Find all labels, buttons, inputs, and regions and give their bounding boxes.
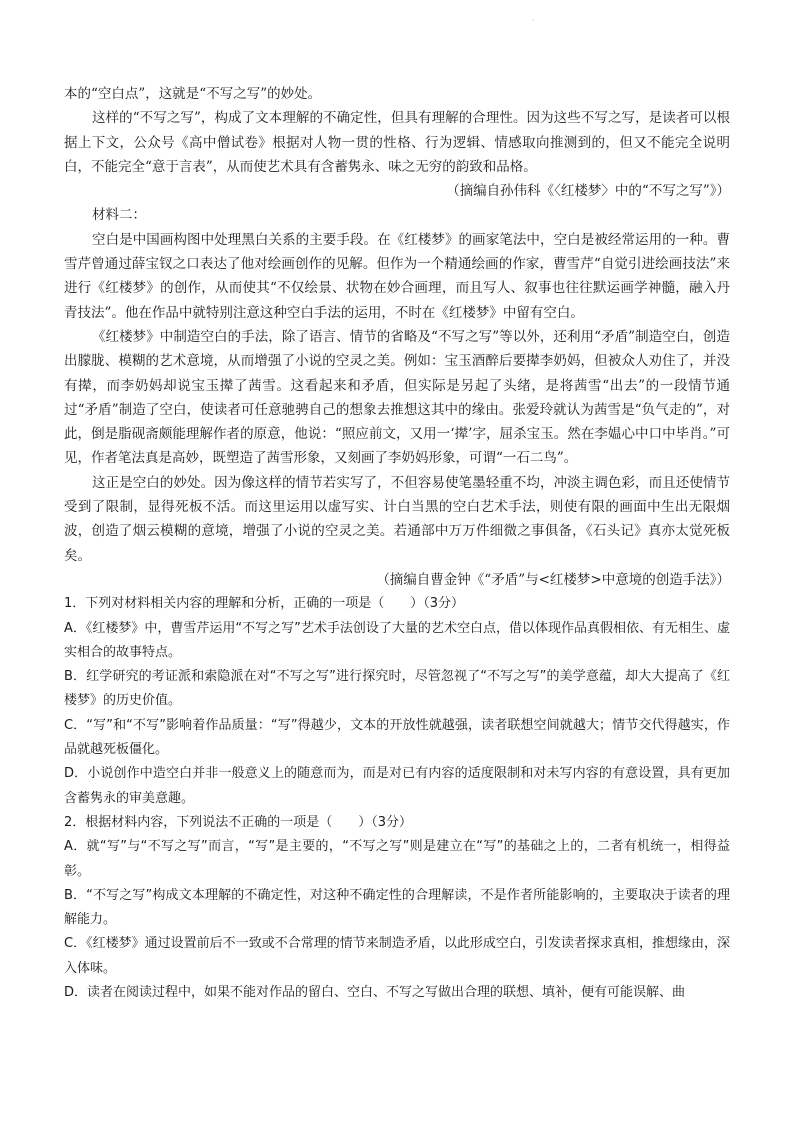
section-heading: 材料二： [92, 207, 146, 224]
paragraph: 《红楼梦》中制造空白的手法，除了语言、情节的省略及“不写之写”等以外，还利用“矛盾”制造空白，创造出朦胧、模糊的艺术意境，从而增强了小说的空灵之美。例如：宝玉酒醉后要撵李奶妈，但被众人劝住了，并没有撵，而李奶妈却说宝玉撵了茜雪。这看起来和矛盾，但实际是另起了头绪，是将茜雪“出去”的一段情节通过“矛盾”制造了空白，使读者可任意驰骋自己的想象去推想这其中的缘由。张爱玲就认为茜雪是“负气走的”，对此，倒是脂砚斋颇能理解作者的原意，他说：“照应前文，又用一‘撵’字，屈杀宝玉。然在李媪心中口中毕肖。”可见，作者笔法真是高妙，既塑造了茜雪形象，又刻画了李奶妈形象，可谓“一石二鸟”。 [64, 328, 730, 467]
document-page [64, 82, 730, 1005]
question-stem: 1．下列对材料相关内容的理解和分析，正确的一项是（ ）（3分） [64, 596, 465, 612]
paragraph-continuation: 本的“空白点”，这就是“不写之写”的妙处。 [64, 86, 322, 102]
question-option: D．小说创作中造空白并非一般意义上的随意而为，而是对已有内容的适度限制和对未写内容的有意设置，具有更加含蓄隽永的审美意趣。 [64, 766, 730, 806]
paragraph: 这正是空白的妙处。因为像这样的情节若实写了，不但容易使笔墨轻重不均，冲淡主调色彩，而且还使情节受到了限制，显得死板不活。而这里运用以虚写实、计白当黑的空白艺术手法，则使有限的画面中生出无限烟波，创造了烟云模糊的意境，增强了小说的空灵之美。若通部中万万件细微之事俱备，《石头记》真亦太觉死板矣。 [64, 474, 730, 564]
top-mark: · [532, 16, 535, 25]
paragraph: 这样的“不写之写”，构成了文本理解的不确定性，但具有理解的合理性。因为这些不写之写，是读者可以根据上下文，公众号《高中僧试卷》根据对人物一贯的性格、行为逻辑、情感取向推测到的，但又不能完全说明白，不能完全“意于言表”，从而使艺术具有含蓄隽永、味之无穷的韵致和品格。 [64, 110, 730, 175]
question-option: B．“不写之写”构成文本理解的不确定性，对这种不确定性的合理解读，不是作者所能影响的，主要取决于读者的理解能力。 [64, 887, 730, 928]
question-option: C．“写”和“不写”影响着作品质量：“写”得越少，文本的开放性就越强，读者联想空间就越大；情节交代得越实，作品就越死板僵化。 [64, 717, 730, 758]
source-citation: （摘编自孙伟科《〈红楼梦〉中的“不写之写”》） [446, 183, 730, 200]
question-option: B．红学研究的考证派和索隐派在对“不写之写”进行探究时，尽管忽视了“不写之写”的美学意蕴，却大大提高了《红楼梦》的历史价值。 [64, 669, 730, 709]
question-option: D．读者在阅读过程中，如果不能对作品的留白、空白、不写之写做出合理的联想、填补，便有可能误解、曲 [64, 984, 686, 1000]
source-citation: （摘编自曹金钟《“矛盾”与<红楼梦>中意境的创造手法》） [376, 571, 730, 588]
question-option: A．《红楼梦》中，曹雪芹运用“不写之写”艺术手法创设了大量的艺术空白点，借以体现作品真假相依、有无相生、虚实相合的故事特点。 [64, 620, 730, 660]
question-option: C．《红楼梦》通过设置前后不一致或不合常理的情节来制造矛盾，以此形成空白，引发读者探求真相，推想缘由，深入体味。 [64, 936, 730, 976]
question-option: A．就“写”与“不写之写”而言，“写”是主要的，“不写之写”则是建立在“写”的基础之上的，二者有机统一，相得益彰。 [64, 839, 730, 879]
question-stem: 2．根据材料内容，下列说法不正确的一项是（ ）（3分） [64, 814, 413, 830]
paragraph: 空白是中国画构图中处理黑白关系的主要手段。在《红楼梦》的画家笔法中，空白是被经常运用的一种。曹雪芹曾通过薛宝钗之口表达了他对绘画创作的见解。但作为一个精通绘画的作家，曹雪芹“自觉引进绘画技法”来进行《红楼梦》的创作，从而使其“不仅绘景、状物在妙合画理，而且写人、叙事也往往默运画学神髓，融入丹青技法”。他在作品中就特别注意这种空白手法的运用，不时在《红楼梦》中留有空白。 [64, 231, 730, 321]
